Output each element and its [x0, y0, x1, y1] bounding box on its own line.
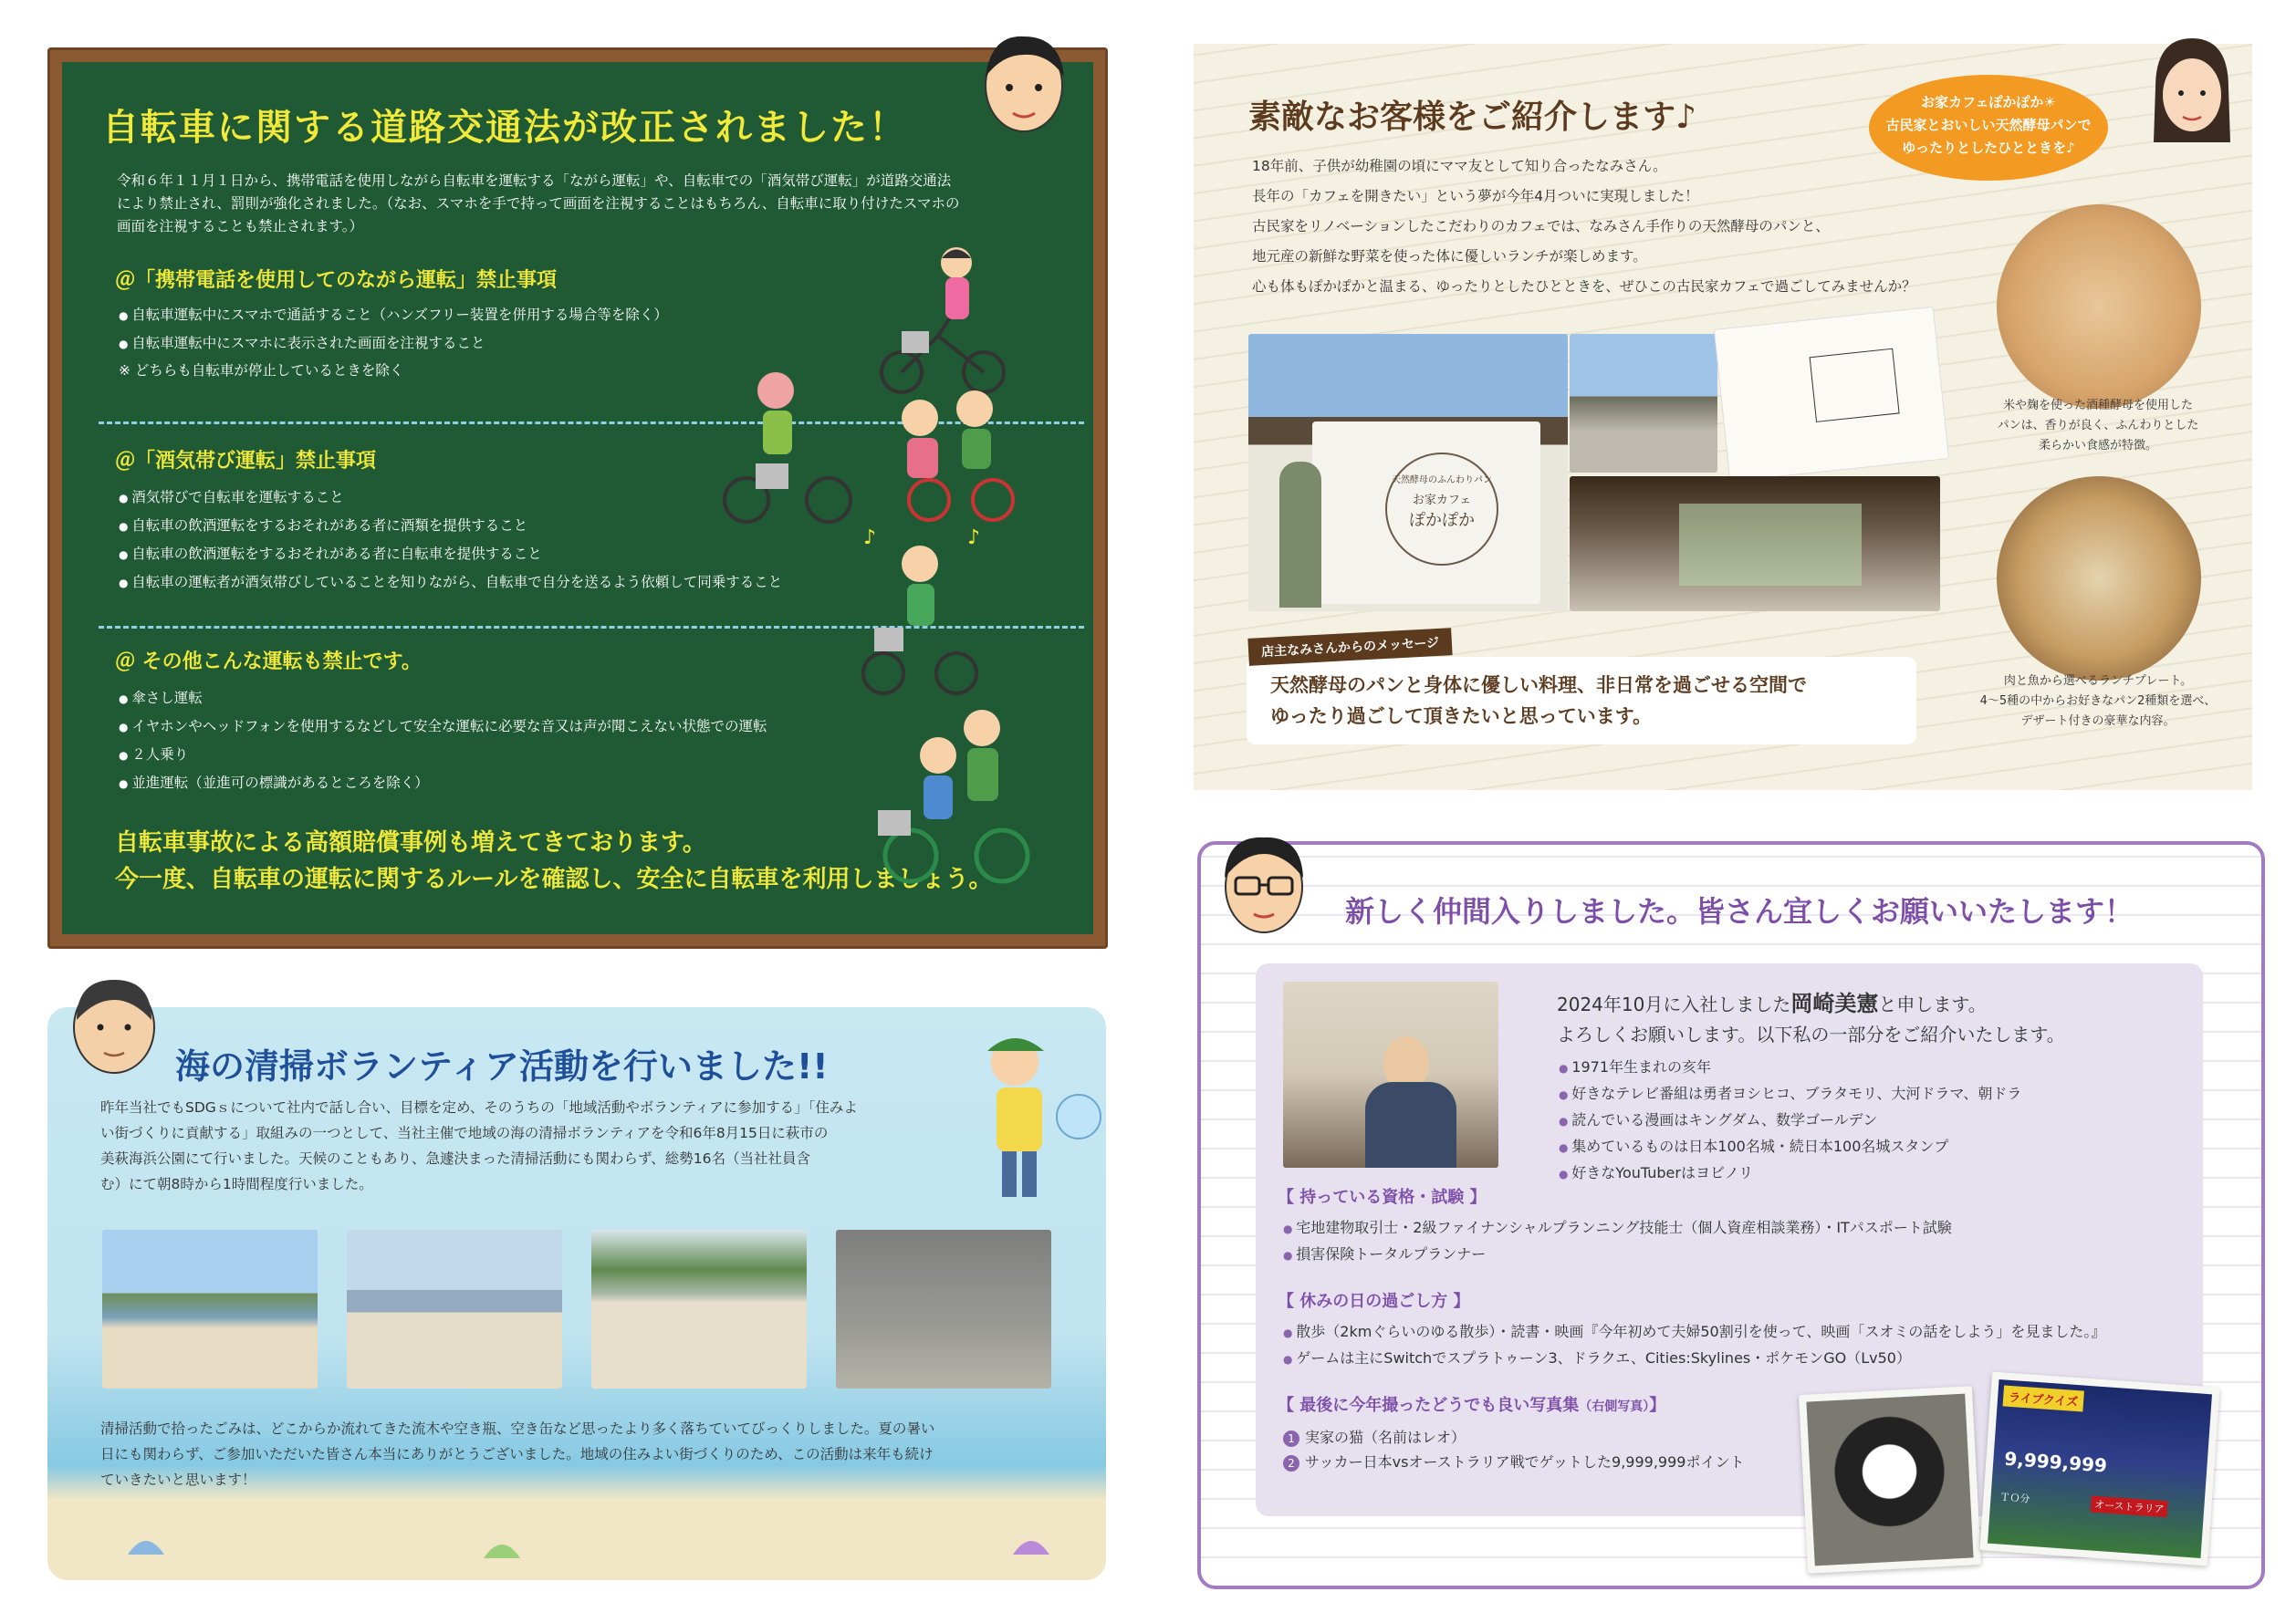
- cat-photo: [1799, 1386, 1981, 1574]
- cafe-storefront-photo: [1248, 334, 1568, 611]
- badge-line: 古民家とおいしい天然酵母パンで: [1885, 117, 2092, 133]
- cleanup-photo-2: [591, 1230, 807, 1389]
- member-profile-list: [1559, 1055, 2021, 1187]
- body-line: 地元産の新鮮な野菜を使った体に優しいランチが楽しめます。: [1252, 248, 1647, 265]
- svg-text:♪: ♪: [967, 526, 981, 549]
- shop-sign-text: お家カフェ: [1412, 494, 1472, 507]
- section-heading-alcohol: ＠「酒気帯び運転」禁止事項: [115, 450, 377, 473]
- intro-prefix: 2024年10月に入社しました: [1557, 994, 1791, 1015]
- traffic-title: 自転車に関する道路交通法が改正されました！: [102, 107, 907, 149]
- caption-line: 肉と魚から選べるランチプレート。: [2003, 674, 2193, 688]
- cyclists-collision-illustration: [692, 354, 1038, 536]
- shop-card-photo: [1714, 307, 1949, 482]
- list-item: ● 自転車の飲酒運転をするおそれがある者に酒類を提供すること: [119, 512, 782, 540]
- section-heading-other: ＠ その他こんな運転も禁止です。: [115, 650, 422, 673]
- body-line: ていきたいと思います！: [100, 1472, 256, 1488]
- body-line: 昨年当社でもSDGｓについて社内で話し合い、目標を定め、そのうちの「地域活動やボランティアに参加する」「住みよ: [100, 1099, 858, 1116]
- cafe-title: 素敵なお客様をご紹介します♪: [1248, 99, 1696, 136]
- garbage-bags-photo: [836, 1230, 1051, 1389]
- list-item: ● 好きなテレビ番組は勇者ヨシヒコ、ブラタモリ、大河ドラマ、朝ドラ: [1559, 1081, 2021, 1108]
- badge-line: お家カフェぽかぽか☀: [1921, 94, 2056, 110]
- heading-note: （右側写真）: [1579, 1399, 1650, 1414]
- cleanup-photo-1: [347, 1230, 562, 1389]
- group-photo: [102, 1230, 318, 1389]
- new-member-face-illustration: [1214, 823, 1314, 938]
- cafe-body: [1252, 151, 1916, 302]
- cafe-exterior-photo: [1570, 334, 1717, 473]
- caption-line: 4～5種の中からお好きなパン2種類を選べ、: [1979, 694, 2217, 708]
- body-line: 清掃活動で拾ったごみは、どこからか流れてきた流木や空き瓶、空き缶など思ったより多く落ちていてびっくりしました。夏の暑い: [100, 1420, 935, 1437]
- body-line: 古民家をリノベーションしたこだわりのカフェでは、なみさん手作りの天然酵母のパンと、: [1252, 218, 1830, 234]
- beach-title: 海の清掃ボランティア活動を行いました!!: [175, 1046, 829, 1087]
- body-line: 日にも関わらず、ご参加いただいた皆さん本当にありがとうございました。地域の住みよい街づくりのため、この活動は来年も続け: [100, 1446, 934, 1462]
- photo-list: [1283, 1425, 1744, 1474]
- heading-text: 【 最後に今年撮ったどうでも良い写真集: [1278, 1396, 1580, 1415]
- cafe-interior-photo: [1570, 476, 1940, 611]
- traffic-intro: [117, 170, 960, 238]
- other-rules-list: [119, 684, 767, 797]
- intro-suffix: と申します。: [1878, 994, 1987, 1015]
- list-item: ● イヤホンやヘッドフォンを使用するなどして安全な運転に必要な音又は声が聞こえない状態での運転: [119, 713, 767, 741]
- list-item: ● 1971年生まれの亥年: [1559, 1055, 2021, 1081]
- cafe-introduction: [1194, 44, 2252, 790]
- alcohol-rules-list: [119, 484, 782, 597]
- game-team: オーストラリア: [2091, 1495, 2169, 1517]
- photo-item-text: 実家の猫（名前はレオ）: [1305, 1429, 1466, 1446]
- volunteer-illustration: [960, 1007, 1106, 1217]
- list-item: ● 読んでいる漫画はキングダム、数学ゴールデン: [1559, 1108, 2021, 1134]
- photo-item-text: サッカー日本vsオーストラリア戦でゲットした9,999,999ポイント: [1305, 1453, 1745, 1471]
- list-item: ● ゲームは主にSwitchでスプラトゥーン3、ドラクエ、Cities:Skylines・ポケモンGO（Lv50）: [1283, 1346, 2105, 1372]
- intro-line: により禁止され、罰則が強化されました。（なお、スマホを手で持って画面を注視することはもちろん、自転車に取り付けたスマホの: [117, 195, 960, 212]
- member-intro-line2: よろしくお願いします。以下私の一部分をご紹介いたします。: [1557, 1024, 2065, 1046]
- chalkboard-surface: [62, 62, 1093, 934]
- list-item: ● 傘さし運転: [119, 684, 767, 713]
- bread-caption: [1966, 396, 2230, 456]
- phone-note: ※ どちらも自転車が停止しているときを除く: [119, 362, 404, 379]
- member-photo: [1283, 982, 1498, 1168]
- president-face-illustration: [64, 967, 164, 1077]
- list-item: ● 酒気帯びで自転車を運転すること: [119, 484, 782, 512]
- footer-line: 自転車事故による高額賠償事例も増えてきております。: [115, 829, 706, 857]
- list-item: ● 並進運転（並進可の標識があるところを除く）: [119, 769, 767, 797]
- intro-line: 画面を注視することも禁止されます。）: [117, 218, 364, 234]
- caption-line: パンは、香りが良く、ふんわりとした: [1997, 419, 2199, 432]
- owner-face-illustration: [2146, 33, 2238, 151]
- list-item: ● 集めているものは日本100名城・続日本100名城スタンプ: [1559, 1134, 2021, 1160]
- qualifications-heading: 【 持っている資格・試験 】: [1278, 1188, 1487, 1207]
- message-line: 天然酵母のパンと身体に優しい料理、非日常を過ごせる空間で: [1270, 674, 1807, 696]
- list-item: ● 自転車運転中にスマホで通話すること（ハンズフリー装置を併用する場合等を除く）: [119, 301, 668, 329]
- traffic-law-board: [47, 47, 1108, 949]
- member-name: 岡崎美憲: [1790, 991, 1879, 1016]
- game-rank: ＴＯ分: [1999, 1491, 2030, 1505]
- number-badge: 2: [1283, 1455, 1299, 1472]
- beach-body: [100, 1095, 858, 1197]
- list-item: ● 自転車運転中にスマホに表示された画面を注視すること: [119, 329, 668, 358]
- caption-line: 柔らかい食感が特徴。: [2038, 439, 2157, 453]
- game-score: 9,999,999: [2003, 1447, 2108, 1477]
- list-item: ● ２人乗り: [119, 741, 767, 769]
- lunch-plate-photo: [1997, 476, 2201, 681]
- list-item: [1283, 1450, 1744, 1474]
- phone-rules-list: [119, 301, 668, 358]
- intro-line: 令和６年１１月１日から、携帯電話を使用しながら自転車を運転する「ながら運転」や、自転車での「酒気帯び運転」が道路交通法: [117, 172, 952, 189]
- traffic-footer: [115, 825, 992, 898]
- shop-sign-text: 天然酵母のふんわりパン: [1392, 475, 1492, 485]
- list-item: [1283, 1425, 1744, 1450]
- owner-message: [1270, 670, 1807, 732]
- list-item: ● 自転車の飲酒運転をするおそれがある者に自転車を提供すること: [119, 540, 782, 568]
- member-intro-line1: [1557, 985, 1987, 1017]
- svg-text:♪: ♪: [863, 526, 877, 549]
- badge-line: ゆったりとしたひとときを♪: [1902, 140, 2075, 156]
- body-line: い街づくりに貢献する」取組みの一つとして、当社主催で地域の海の清掃ボランティアを令和6年8月15日に萩市の: [100, 1125, 829, 1141]
- section-heading-phone: ＠「携帯電話を使用してのながら運転」禁止事項: [115, 269, 558, 292]
- body-line: 18年前、子供が幼稚園の頃にママ友として知り合ったなみさん。: [1252, 158, 1667, 174]
- body-line: 長年の「カフェを開きたい」という夢が今年4月ついに実現しました！: [1252, 188, 1699, 204]
- list-item: ● 自転車の運転者が酒気帯びしていることを知りながら、自転車で自分を送るよう依頼して同乗すること: [119, 568, 782, 597]
- holiday-heading: 【 休みの日の過ごし方 】: [1278, 1292, 1470, 1311]
- list-item: ● 好きなYouTuberはヨビノリ: [1559, 1160, 2021, 1187]
- holiday-list: [1283, 1319, 2105, 1372]
- qualifications-list: [1283, 1215, 1952, 1268]
- number-badge: 1: [1283, 1431, 1299, 1447]
- heading-end: 】: [1649, 1396, 1666, 1415]
- bread-photo: [1997, 204, 2201, 409]
- message-tag: 店主なみさんからのメッセージ: [1247, 628, 1452, 666]
- lunch-caption: [1966, 671, 2230, 732]
- member-title: 新しく仲間入りしました。皆さん宜しくお願いいたします！: [1345, 894, 2134, 929]
- owner-message-box: [1247, 657, 1916, 744]
- body-line: む）にて朝8時から1時間程度行いました。: [100, 1176, 373, 1192]
- footer-line: 今一度、自転車の運転に関するルールを確認し、安全に自転車を利用しましょう。: [115, 866, 993, 893]
- message-line: ゆったり過ごして頂きたいと思っています。: [1270, 705, 1653, 727]
- list-item: ● 損害保険トータルプランナー: [1283, 1242, 1952, 1268]
- photo-collection-heading: [1278, 1392, 1665, 1416]
- seashells-decoration: [91, 1518, 1095, 1580]
- body-line: 心も体もぽかぽかと温まる、ゆったりとしたひとときを、ぜひこの古民家カフェで過ごしてみませんか？: [1252, 278, 1916, 295]
- new-member-section: [1197, 841, 2265, 1589]
- game-screenshot-photo: [1979, 1372, 2219, 1566]
- caption-line: デザート付きの豪華な内容。: [2020, 714, 2176, 728]
- caption-line: 米や麹を使った酒種酵母を使用した: [2002, 399, 2193, 412]
- staff-face-illustration: [975, 26, 1073, 135]
- shop-sign: [1385, 453, 1498, 566]
- list-item: ● 散歩（2kmぐらいのゆる散歩）・読書・映画『今年初めて夫婦50割引を使って、映画「スオミの話をしよう」を見ました。』: [1283, 1319, 2105, 1346]
- game-banner: ライブクイズ: [2003, 1385, 2084, 1411]
- shop-sign-text: ぽかぽか: [1409, 511, 1475, 530]
- body-line: 美萩海浜公園にて行いました。天候のこともあり、急遽決まった清掃活動にも関わらず、総勢16名（当社社員含: [100, 1150, 810, 1167]
- beach-closing: [100, 1416, 934, 1493]
- member-profile-card: [1256, 963, 2203, 1516]
- list-item: ● 宅地建物取引士・2級ファイナンシャルプランニング技能士（個人資産相談業務）・ITパスポート試験: [1283, 1215, 1952, 1242]
- two-riders-illustration: [865, 692, 1048, 892]
- beach-cleanup-section: [47, 1007, 1106, 1580]
- cyclist-music-illustration: [847, 518, 993, 701]
